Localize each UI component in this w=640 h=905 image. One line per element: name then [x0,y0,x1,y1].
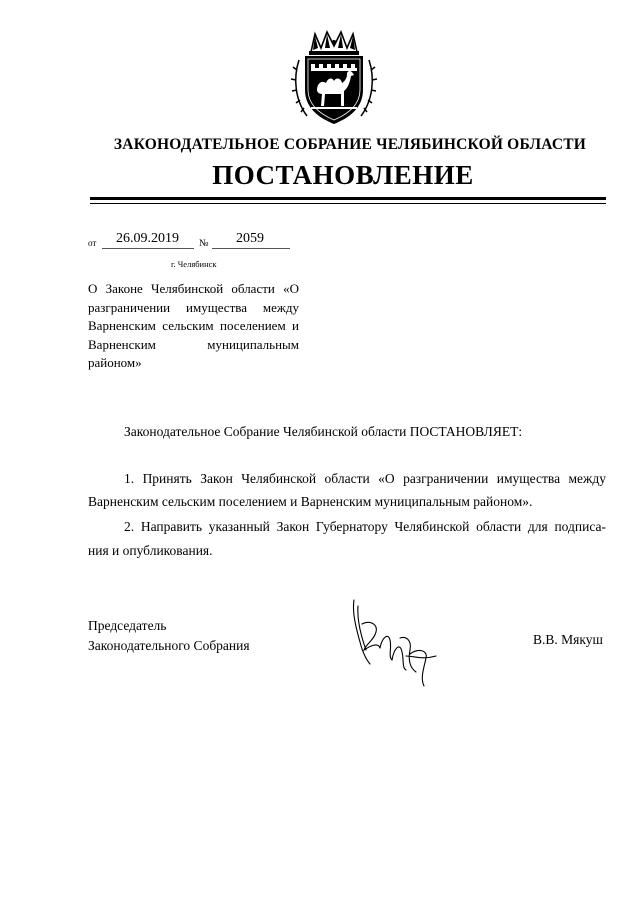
number-prefix: № [199,238,209,249]
item-2-line-2: ния и опубликования. [88,543,213,558]
date-prefix: от [88,238,97,248]
item-1-line-1: 1. Принять Закон Челябинской области «О разграничении имущества между [124,471,606,486]
preamble-text: Законодательное Собрание Челябинской области ПОСТАНОВЛЯЕТ: [124,424,523,439]
header-rule-thin [90,203,606,204]
document-subject: О Законе Челябинской области «О разграничении имущества между Варненским сельским поселением и Варненским муниципальным районом» [88,281,299,370]
item-1-line-2: Варненским сельским поселением и Варненским муниципальным районом». [88,494,533,509]
signer-name: В.В. Мякуш [533,632,603,647]
document-date: 26.09.2019 [116,231,179,246]
signatory-title [88,616,250,656]
organization-name: ЗАКОНОДАТЕЛЬНОЕ СОБРАНИЕ ЧЕЛЯБИНСКОЙ ОБЛАСТИ [113,136,587,153]
document-number: 2059 [236,231,264,246]
document-type-title: ПОСТАНОВЛЕНИЕ [212,160,474,190]
header-rule-thick [90,197,606,200]
signatory-title-line-1: Председатель [88,618,167,633]
item-2-line-1: 2. Направить указанный Закон Губернатору Челябинской области для подписа- [124,519,606,534]
handwritten-signature-icon [340,598,450,688]
city-label: г. Челябинск [171,259,217,269]
number-underline [212,248,290,249]
signatory-title-line-2: Законодательного Собрания [88,638,250,653]
date-underline [102,248,194,249]
coat-of-arms-icon [289,28,379,128]
